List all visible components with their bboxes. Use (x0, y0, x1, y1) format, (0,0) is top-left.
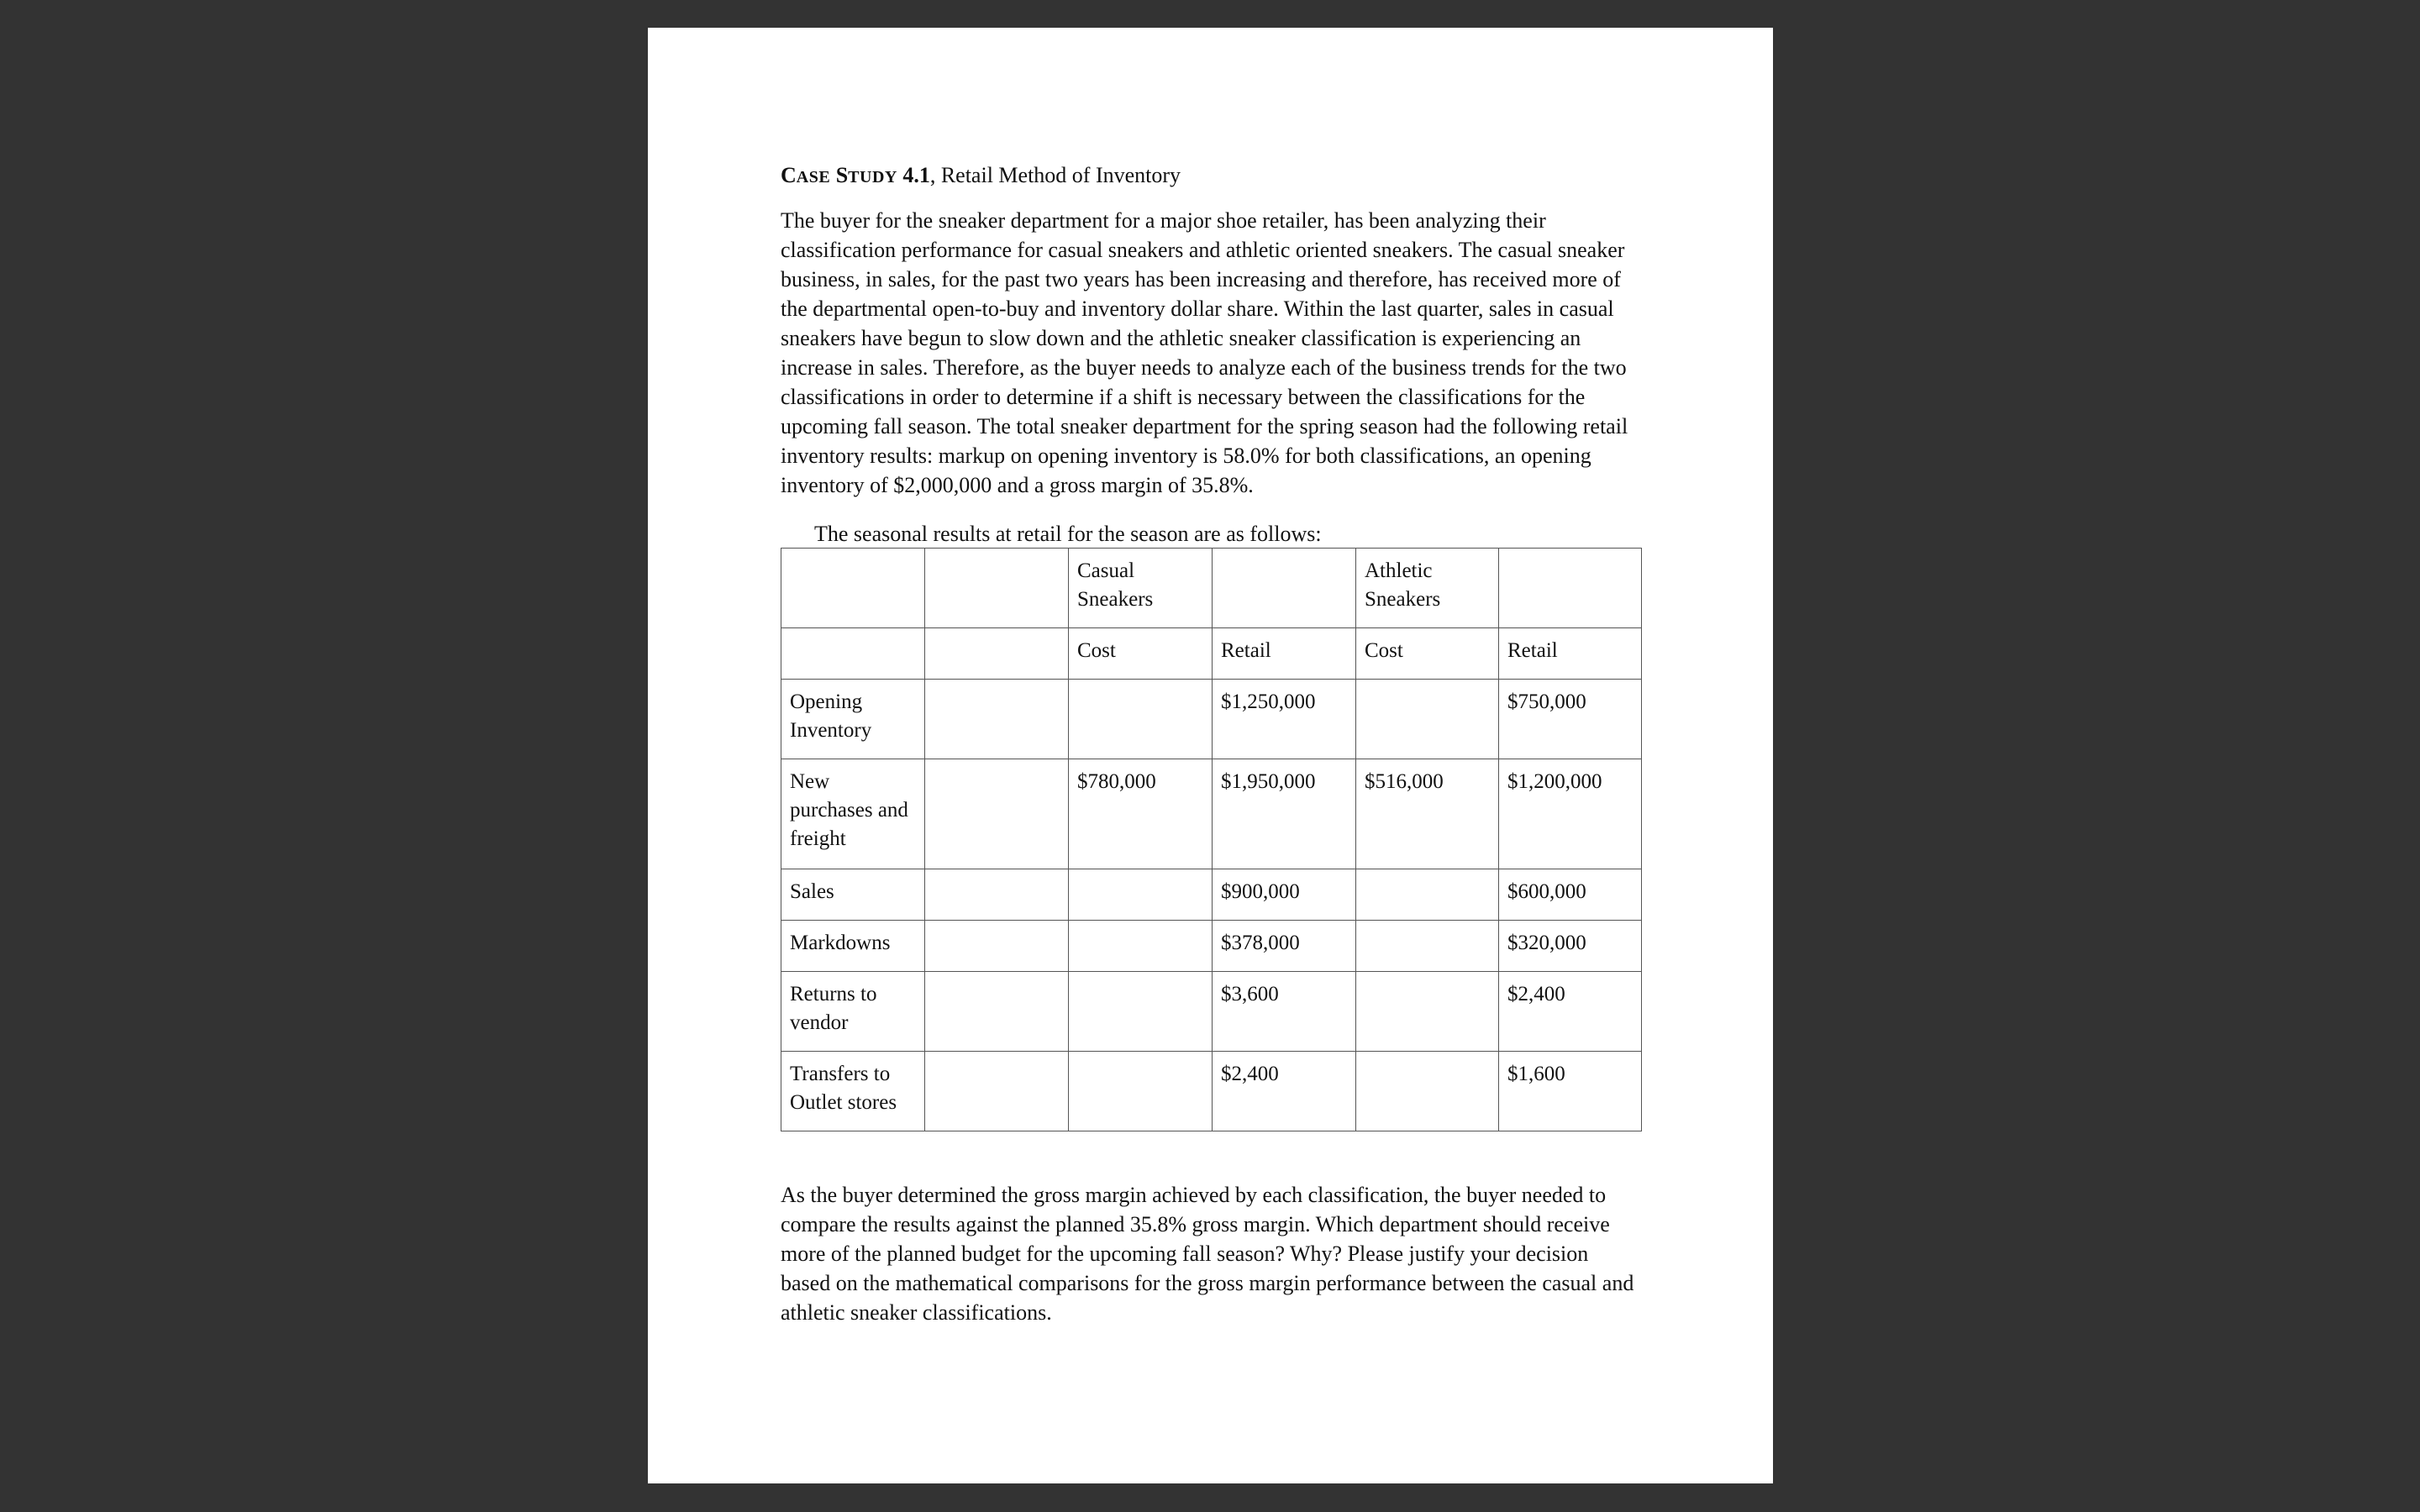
intro-paragraph: The buyer for the sneaker department for a major shoe retailer, has been analyzing their classification performance for casual sneakers and athletic oriented sneakers. The casual sneaker business, in sales, for the past two years has been increasing and therefore, has received more of the departmental open-to-buy and inventory dollar share. Within the last quarter, sales in casual sneakers have begun to slow down and the athletic sneaker classification is experiencing an increase in sales. Therefore, as the buyer needs to analyze each of the business trends for the two classifications in order to determine if a shift is necessary between the classifications for the upcoming fall season. The total sneaker department for the spring season had the following retail inventory results: markup on opening inventory is 58.0% for both classifications, an opening inventory of $2,000,000 and a gross margin of 35.8%. (781, 208, 1628, 497)
athletic-cost-cell (1356, 972, 1499, 1052)
table-cell (925, 759, 1069, 869)
table-cell (925, 1052, 1069, 1131)
title-study-rest: TUDY (848, 168, 897, 186)
page-content (781, 157, 1646, 1327)
athletic-retail-cell: $2,400 (1499, 972, 1642, 1052)
table-row (781, 972, 1642, 1052)
table-cell (925, 921, 1069, 972)
table-cell (925, 680, 1069, 759)
table-row (781, 759, 1642, 869)
table-row (781, 921, 1642, 972)
table-row (781, 680, 1642, 759)
table-cell (925, 549, 1069, 628)
document-page (648, 28, 1773, 1483)
closing-paragraph: As the buyer determined the gross margin achieved by each classification, the buyer needed to compare the results against the planned 35.8% gross margin. Which department should receive more of the planned budget for the upcoming fall season? Why? Please justify your decision based on the mathematical comparisons for the gross margin performance between the casual and athletic sneaker classifications. (781, 1183, 1634, 1325)
athletic-cost-cell: $516,000 (1356, 759, 1499, 869)
row-label: Sales (781, 869, 925, 921)
athletic-retail-cell: $1,200,000 (1499, 759, 1642, 869)
row-label: Transfers to Outlet stores (781, 1052, 925, 1131)
athletic-cost-cell (1356, 869, 1499, 921)
table-cell (925, 869, 1069, 921)
header-athletic-retail: Retail (1499, 628, 1642, 680)
title-number: 4.1 (902, 163, 930, 187)
table-row (781, 869, 1642, 921)
athletic-cost-cell (1356, 680, 1499, 759)
casual-retail-cell: $1,950,000 (1213, 759, 1356, 869)
casual-cost-cell (1069, 1052, 1213, 1131)
table-cell (1499, 549, 1642, 628)
row-label: Markdowns (781, 921, 925, 972)
table-cell (925, 628, 1069, 680)
header-athletic-sneakers: Athletic Sneakers (1356, 549, 1499, 628)
casual-cost-cell (1069, 680, 1213, 759)
table-cell (781, 549, 925, 628)
title-case-rest: ASE (796, 168, 831, 186)
case-study-title (781, 157, 1646, 194)
header-athletic-cost: Cost (1356, 628, 1499, 680)
casual-retail-cell: $3,600 (1213, 972, 1356, 1052)
casual-retail-cell: $900,000 (1213, 869, 1356, 921)
table-sub-header-row (781, 628, 1642, 680)
athletic-cost-cell (1356, 921, 1499, 972)
athletic-retail-cell: $750,000 (1499, 680, 1642, 759)
table-cell (925, 972, 1069, 1052)
row-label: New purchases and freight (781, 759, 925, 869)
athletic-retail-cell: $1,600 (1499, 1052, 1642, 1131)
row-label: Opening Inventory (781, 680, 925, 759)
title-case-initial: C (781, 163, 797, 187)
casual-cost-cell: $780,000 (1069, 759, 1213, 869)
casual-retail-cell: $1,250,000 (1213, 680, 1356, 759)
athletic-cost-cell (1356, 1052, 1499, 1131)
table-cell (781, 628, 925, 680)
athletic-retail-cell: $320,000 (1499, 921, 1642, 972)
header-casual-sneakers: Casual Sneakers (1069, 549, 1213, 628)
seasonal-results-table (781, 548, 1642, 1131)
title-study-initial: S (835, 163, 849, 187)
table-cell (1213, 549, 1356, 628)
athletic-retail-cell: $600,000 (1499, 869, 1642, 921)
casual-retail-cell: $2,400 (1213, 1052, 1356, 1131)
casual-cost-cell (1069, 921, 1213, 972)
title-subject: , Retail Method of Inventory (929, 163, 1181, 187)
casual-cost-cell (1069, 972, 1213, 1052)
table-row (781, 1052, 1642, 1131)
table-group-header-row (781, 549, 1642, 628)
casual-retail-cell: $378,000 (1213, 921, 1356, 972)
header-casual-retail: Retail (1213, 628, 1356, 680)
table-intro-text: The seasonal results at retail for the season are as follows: (814, 522, 1322, 546)
row-label: Returns to vendor (781, 972, 925, 1052)
header-casual-cost: Cost (1069, 628, 1213, 680)
casual-cost-cell (1069, 869, 1213, 921)
